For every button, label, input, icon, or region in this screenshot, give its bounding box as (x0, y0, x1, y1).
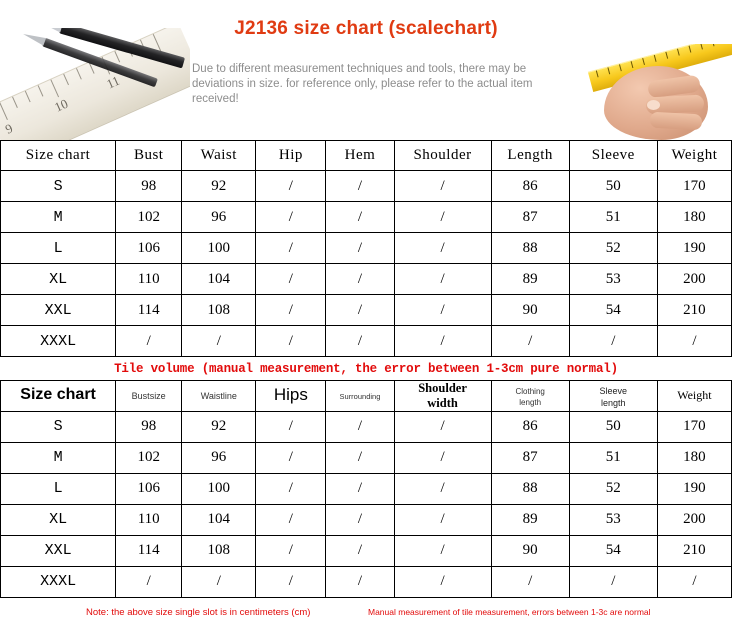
size-table-secondary (0, 380, 732, 598)
cell-weight: 170 (657, 411, 731, 442)
cell-sleeve: 50 (569, 171, 657, 202)
cell-weight: 190 (657, 233, 731, 264)
cell-waist: 96 (182, 202, 256, 233)
cell-shoulder: / (394, 233, 491, 264)
cell-length: 86 (491, 171, 569, 202)
cell-waist: 100 (182, 473, 256, 504)
cell-weight: 210 (657, 535, 731, 566)
cell-bust: 114 (116, 535, 182, 566)
cell-waist: 96 (182, 442, 256, 473)
cell-clothing-length: 87 (491, 442, 569, 473)
col-header-bust: Bust (116, 141, 182, 171)
row-size-label: S (1, 171, 116, 202)
col-header-clothing-length (491, 381, 569, 412)
col-header-weight: Weight (657, 141, 731, 171)
cell-shoulder: / (394, 326, 491, 357)
cell-surrounding: / (326, 535, 394, 566)
cell-hips: / (256, 411, 326, 442)
cell-bust: 106 (116, 233, 182, 264)
measurement-notice: Due to different measurement techniques and tools, there may be deviations in size. for reference only, please refer to the actual item received! (192, 63, 533, 105)
ruler-number: 10 (52, 95, 71, 115)
cell-sleeve-length: 52 (569, 473, 657, 504)
cell-bust: / (116, 566, 182, 597)
cell-clothing-length: 89 (491, 504, 569, 535)
cell-bust: 106 (116, 473, 182, 504)
row-size-label: L (1, 233, 116, 264)
cell-surrounding: / (326, 566, 394, 597)
cell-weight: / (657, 326, 731, 357)
row-size-label: XXXL (1, 326, 116, 357)
row-size-label: XL (1, 264, 116, 295)
table-header-row (1, 141, 732, 171)
col-header-waist-sub: line (222, 390, 237, 401)
table-row (1, 202, 732, 233)
cell-waist: / (182, 566, 256, 597)
cell-shoulder-width: / (394, 535, 491, 566)
col-header-bust (116, 381, 182, 412)
col-header-bust-sub: size (149, 390, 166, 401)
cell-weight: 180 (657, 442, 731, 473)
cell-surrounding: / (326, 473, 394, 504)
col-header-size-chart (1, 381, 116, 412)
ruler-graphic (0, 28, 190, 140)
cell-surrounding: / (326, 504, 394, 535)
ruler-number: 11 (104, 72, 122, 92)
col-header-hem: Hem (326, 141, 394, 171)
cell-bust: 98 (116, 411, 182, 442)
cell-clothing-length: 90 (491, 535, 569, 566)
col-header-size-chart-label: Size chart (20, 386, 96, 404)
col-header-waist: Waist (182, 141, 256, 171)
col-header-waist-label: Waist (200, 390, 223, 401)
cell-sleeve: 51 (569, 202, 657, 233)
cell-hips: / (256, 535, 326, 566)
table-row (1, 473, 732, 504)
col-header-waist (182, 381, 256, 412)
footer (0, 598, 732, 641)
cell-bust: 98 (116, 171, 182, 202)
col-header-length: Length (491, 141, 569, 171)
col-header-hips-label: Hips (273, 385, 308, 405)
cell-hips: / (256, 566, 326, 597)
cell-clothing-length: 86 (491, 411, 569, 442)
cell-shoulder: / (394, 295, 491, 326)
cell-bust: 110 (116, 504, 182, 535)
col-header-size-chart: Size chart (1, 141, 116, 171)
row-size-label: XXXL (1, 566, 116, 597)
cell-length: 88 (491, 233, 569, 264)
cell-bust: 102 (116, 202, 182, 233)
table-row (1, 504, 732, 535)
cell-shoulder-width: / (394, 442, 491, 473)
cell-bust: 102 (116, 442, 182, 473)
cell-hem: / (326, 264, 394, 295)
cell-shoulder-width: / (394, 504, 491, 535)
cell-clothing-length: 88 (491, 473, 569, 504)
page-title: J2136 size chart (scalechart) (234, 18, 498, 39)
cell-hip: / (256, 171, 326, 202)
cell-weight: 200 (657, 264, 731, 295)
cell-shoulder-width: / (394, 473, 491, 504)
cell-hip: / (256, 202, 326, 233)
cell-waist: 104 (182, 264, 256, 295)
cell-hem: / (326, 171, 394, 202)
cell-waist: 108 (182, 295, 256, 326)
hand-tape-measure-icon (584, 44, 732, 140)
cell-length: 90 (491, 295, 569, 326)
cell-clothing-length: / (491, 566, 569, 597)
col-header-shoulder-sub: width (427, 395, 458, 410)
col-header-clothing-label: Clothing (515, 387, 545, 397)
col-header-hips (256, 381, 326, 412)
cell-weight: / (657, 566, 731, 597)
cell-weight: 190 (657, 473, 731, 504)
cell-hem: / (326, 202, 394, 233)
cell-hem: / (326, 326, 394, 357)
pen-ruler-icon (0, 28, 190, 140)
cell-waist: 92 (182, 171, 256, 202)
cell-length: 87 (491, 202, 569, 233)
col-header-weight (657, 381, 731, 412)
cell-surrounding: / (326, 411, 394, 442)
cell-hem: / (326, 233, 394, 264)
col-header-surrounding (326, 381, 394, 412)
cell-hips: / (256, 473, 326, 504)
col-header-shoulder-width (394, 381, 491, 412)
cell-shoulder: / (394, 264, 491, 295)
row-size-label: XXL (1, 295, 116, 326)
cell-sleeve: 54 (569, 295, 657, 326)
cell-waist: 100 (182, 233, 256, 264)
col-header-surrounding-label: Surrounding (339, 391, 381, 401)
cell-shoulder: / (394, 202, 491, 233)
table-row (1, 171, 732, 202)
col-header-sleeve-length (569, 381, 657, 412)
table-row (1, 535, 732, 566)
table-row (1, 264, 732, 295)
cell-waist: 92 (182, 411, 256, 442)
cell-hips: / (256, 504, 326, 535)
cell-length: 89 (491, 264, 569, 295)
table-row (1, 411, 732, 442)
cell-shoulder-width: / (394, 566, 491, 597)
table-row (1, 233, 732, 264)
cell-sleeve: / (569, 326, 657, 357)
col-header-weight-label: Weight (677, 387, 712, 402)
row-size-label: M (1, 442, 116, 473)
cell-sleeve-length: 50 (569, 411, 657, 442)
ruler-number: 9 (2, 120, 15, 137)
row-size-label: XXL (1, 535, 116, 566)
cell-weight: 170 (657, 171, 731, 202)
cell-sleeve: 52 (569, 233, 657, 264)
header (0, 0, 732, 140)
cell-waist: 108 (182, 535, 256, 566)
cell-sleeve-length: / (569, 566, 657, 597)
cell-bust: / (116, 326, 182, 357)
cell-weight: 180 (657, 202, 731, 233)
cell-weight: 210 (657, 295, 731, 326)
footer-note-tolerance: Manual measurement of tile measurement, errors between 1-3c are normal (368, 606, 651, 617)
col-header-sleeve-sub: length (601, 397, 626, 408)
cell-length: / (491, 326, 569, 357)
cell-hips: / (256, 442, 326, 473)
col-header-sleeve-label: Sleeve (599, 385, 628, 396)
row-size-label: L (1, 473, 116, 504)
cell-hip: / (256, 233, 326, 264)
footer-note-units: Note: the above size single slot is in centimeters (cm) (86, 606, 311, 618)
cell-bust: 114 (116, 295, 182, 326)
col-header-shoulder-label: Shoulder (418, 381, 467, 395)
cell-waist: / (182, 326, 256, 357)
size-table-primary (0, 140, 732, 357)
col-header-shoulder: Shoulder (394, 141, 491, 171)
table-row (1, 326, 732, 357)
cell-hip: / (256, 264, 326, 295)
cell-shoulder-width: / (394, 411, 491, 442)
cell-sleeve-length: 51 (569, 442, 657, 473)
row-size-label: M (1, 202, 116, 233)
cell-sleeve-length: 53 (569, 504, 657, 535)
table-row (1, 566, 732, 597)
cell-hip: / (256, 326, 326, 357)
cell-surrounding: / (326, 442, 394, 473)
table-header-row (1, 381, 732, 412)
col-header-sleeve: Sleeve (569, 141, 657, 171)
tile-volume-note: Tile volume (manual measurement, the error between 1-3cm pure normal) (114, 362, 618, 376)
table-row (1, 442, 732, 473)
col-header-clothing-sub: length (519, 398, 542, 408)
row-size-label: XL (1, 504, 116, 535)
cell-hip: / (256, 295, 326, 326)
cell-hem: / (326, 295, 394, 326)
col-header-bust-label: Bust (131, 390, 150, 401)
table-row (1, 295, 732, 326)
cell-sleeve-length: 54 (569, 535, 657, 566)
cell-bust: 110 (116, 264, 182, 295)
col-header-hip: Hip (256, 141, 326, 171)
cell-weight: 200 (657, 504, 731, 535)
row-size-label: S (1, 411, 116, 442)
cell-waist: 104 (182, 504, 256, 535)
cell-sleeve: 53 (569, 264, 657, 295)
cell-shoulder: / (394, 171, 491, 202)
